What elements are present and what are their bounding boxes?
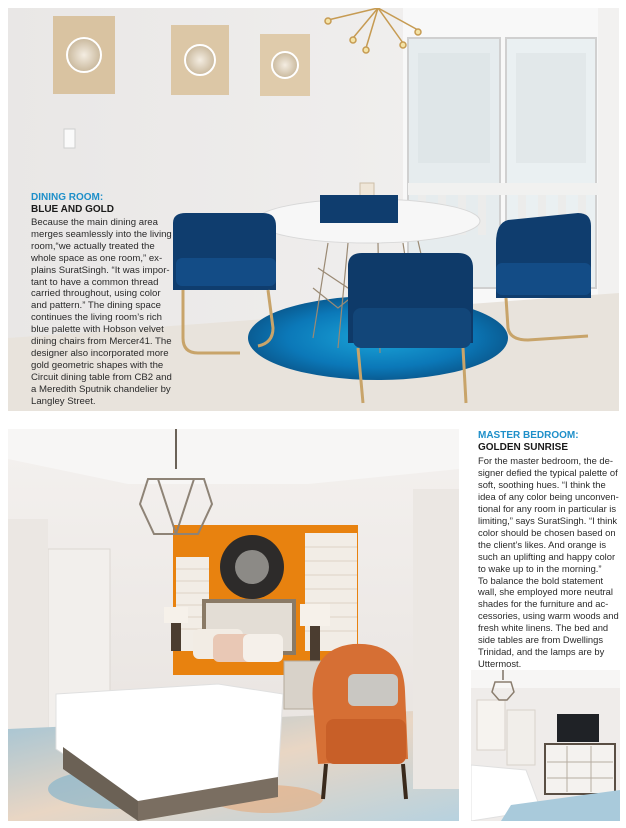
bedroom-line: idea of any color being unconven- [478, 490, 619, 502]
dining-body [31, 217, 207, 408]
bedroom-subheading: GOLDEN SUNRISE [478, 442, 569, 453]
bedroom-line: fresh white linens. The bed and [478, 622, 609, 634]
dining-line: a Meredith Sputnik chandelier by [31, 383, 171, 395]
bedroom-line: shades for the furniture and ac- [478, 598, 609, 610]
dining-line: tant to have a common thread [31, 276, 159, 288]
bedroom-line: side tables are from Dwellings [478, 634, 604, 646]
dining-line: gold geometric shapes with the [31, 359, 164, 371]
dining-line: Langley Street. [31, 395, 96, 407]
dining-line: room,“we actually treated the [31, 240, 155, 252]
dining-line: plains SuratSingh. “It was impor- [31, 264, 170, 276]
bedroom-line: soft, soothing hues. “I think the [478, 478, 606, 490]
dining-line: Circuit dining table from CB2 and [31, 371, 172, 383]
dining-line: blue palette with Hobson velvet [31, 324, 164, 336]
bedroom-line: limiting,” says SuratSingh. “I think [478, 514, 618, 526]
dining-subheading: BLUE AND GOLD [31, 204, 114, 215]
dining-line: and pattern.” The dining space [31, 300, 161, 312]
bedroom-inset-photo [471, 670, 620, 821]
dining-room-caption [31, 192, 207, 408]
dining-line: dining chairs from Mercer41. The [31, 336, 172, 348]
dining-line: whole space as one room,” ex- [31, 252, 163, 264]
bedroom-line: For the master bedroom, the de- [478, 455, 613, 466]
bedroom-heading: MASTER BEDROOM: [478, 430, 579, 441]
bedroom-line: To balance the bold statement [478, 574, 604, 586]
bedroom-line: the client’s likes. And orange is [478, 538, 607, 550]
bedroom-line: color should be chosen based on [478, 526, 616, 538]
dining-line: Because the main dining area [31, 217, 158, 228]
bedroom-line: to wake up to in the morning.” [478, 562, 602, 574]
bedroom-body [478, 455, 620, 670]
master-bedroom-photo [8, 429, 459, 821]
master-bedroom-caption [478, 430, 620, 670]
dining-heading: DINING ROOM: [31, 192, 104, 203]
dining-line: designer also incorporated more [31, 347, 169, 359]
bedroom-line: tional for any room in particular is [478, 502, 617, 514]
dining-line: carried throughout, using color [31, 288, 161, 300]
bedroom-line: cessories, using warm woods and [478, 610, 619, 622]
dining-line: continues the living room’s rich [31, 312, 163, 324]
bedroom-line: Uttermost. [478, 658, 522, 670]
bedroom-line: Trinidad, and the lamps are by [478, 646, 605, 658]
bedroom-line: signer defied the typical palette of [478, 466, 618, 478]
bedroom-line: wall, she employed more neutral [478, 586, 613, 598]
dining-line: merges seamlessly into the living [31, 228, 172, 240]
bedroom-line: such an uplifting and happy color [478, 550, 616, 562]
